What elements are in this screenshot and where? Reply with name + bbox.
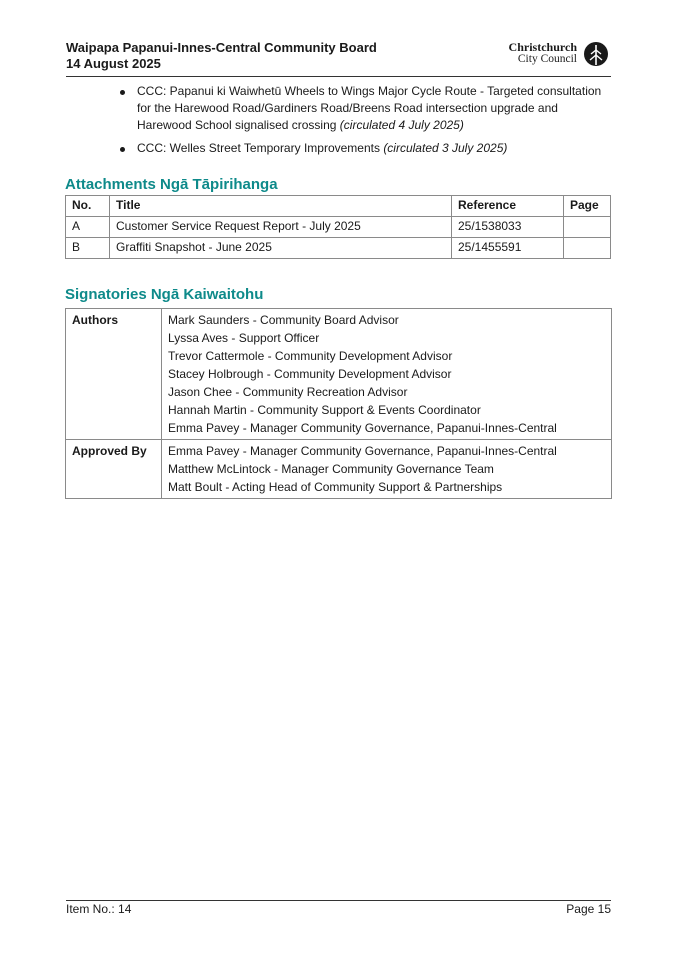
table-cell: B	[66, 238, 110, 259]
table-cell: 25/1538033	[452, 217, 564, 238]
author-entry: Stacey Holbrough - Community Development Advisor	[168, 367, 452, 381]
author-entry: Mark Saunders - Community Board Advisor	[168, 313, 399, 327]
list-item: CCC: Papanui ki Waiwhetū Wheels to Wings Major Cycle Route - Targeted consultation for the Harewood Road/Gardiners Road/Breens Road intersection upgrade and Harewood School signalised crossing (circulated 4 July 2025)	[116, 83, 611, 134]
column-header: Page	[564, 196, 611, 217]
attachments-heading: Attachments Ngā Tāpirihanga	[65, 176, 278, 193]
approvers-list	[162, 440, 612, 499]
author-entry: Emma Pavey - Manager Community Governance, Papanui-Innes-Central	[168, 421, 557, 435]
board-name: Waipapa Papanui-Innes-Central Community Board	[66, 40, 377, 55]
column-header: Title	[110, 196, 452, 217]
authors-list	[162, 309, 612, 440]
table-cell: Graffiti Snapshot - June 2025	[110, 238, 452, 259]
table-cell: A	[66, 217, 110, 238]
author-entry: Trevor Cattermole - Community Development Advisor	[168, 349, 453, 363]
table-cell	[564, 217, 611, 238]
meeting-date: 14 August 2025	[66, 56, 161, 71]
signatories-table	[65, 308, 612, 499]
bullet-icon	[120, 90, 125, 95]
header-divider	[66, 76, 611, 77]
approver-entry: Matt Boult - Acting Head of Community Support & Partnerships	[168, 480, 503, 494]
page-header	[66, 40, 611, 78]
table-cell: Customer Service Request Report - July 2025	[110, 217, 452, 238]
table-cell	[564, 238, 611, 259]
author-entry: Lyssa Aves - Support Officer	[168, 331, 320, 345]
council-leaf-icon	[581, 41, 611, 69]
table-cell: 25/1455591	[452, 238, 564, 259]
bullet-icon	[120, 147, 125, 152]
list-item: CCC: Welles Street Temporary Improvements (circulated 3 July 2025)	[116, 140, 611, 157]
author-entry: Hannah Martin - Community Support & Events Coordinator	[168, 403, 481, 417]
page-footer	[66, 900, 611, 916]
page-number: Page 15	[566, 902, 611, 916]
logo-line-2: City Council	[517, 53, 577, 65]
approver-entry: Matthew McLintock - Manager Community Governance Team	[168, 462, 494, 476]
circulated-items-list	[116, 83, 611, 163]
author-entry: Jason Chee - Community Recreation Advisor	[168, 385, 408, 399]
table-header-row	[66, 196, 611, 217]
table-row	[66, 238, 611, 259]
column-header: Reference	[452, 196, 564, 217]
column-header: No.	[66, 196, 110, 217]
authors-label: Authors	[66, 309, 162, 440]
table-row	[66, 309, 612, 440]
attachments-table	[65, 195, 611, 259]
approver-entry: Emma Pavey - Manager Community Governance, Papanui-Innes-Central	[168, 444, 557, 458]
logo-line-1: Christchurch	[508, 40, 577, 54]
signatories-heading: Signatories Ngā Kaiwaitohu	[65, 286, 264, 303]
table-row	[66, 217, 611, 238]
item-number: Item No.: 14	[66, 902, 132, 916]
approved-by-label: Approved By	[66, 440, 162, 499]
council-logo	[501, 41, 611, 69]
table-row	[66, 440, 612, 499]
